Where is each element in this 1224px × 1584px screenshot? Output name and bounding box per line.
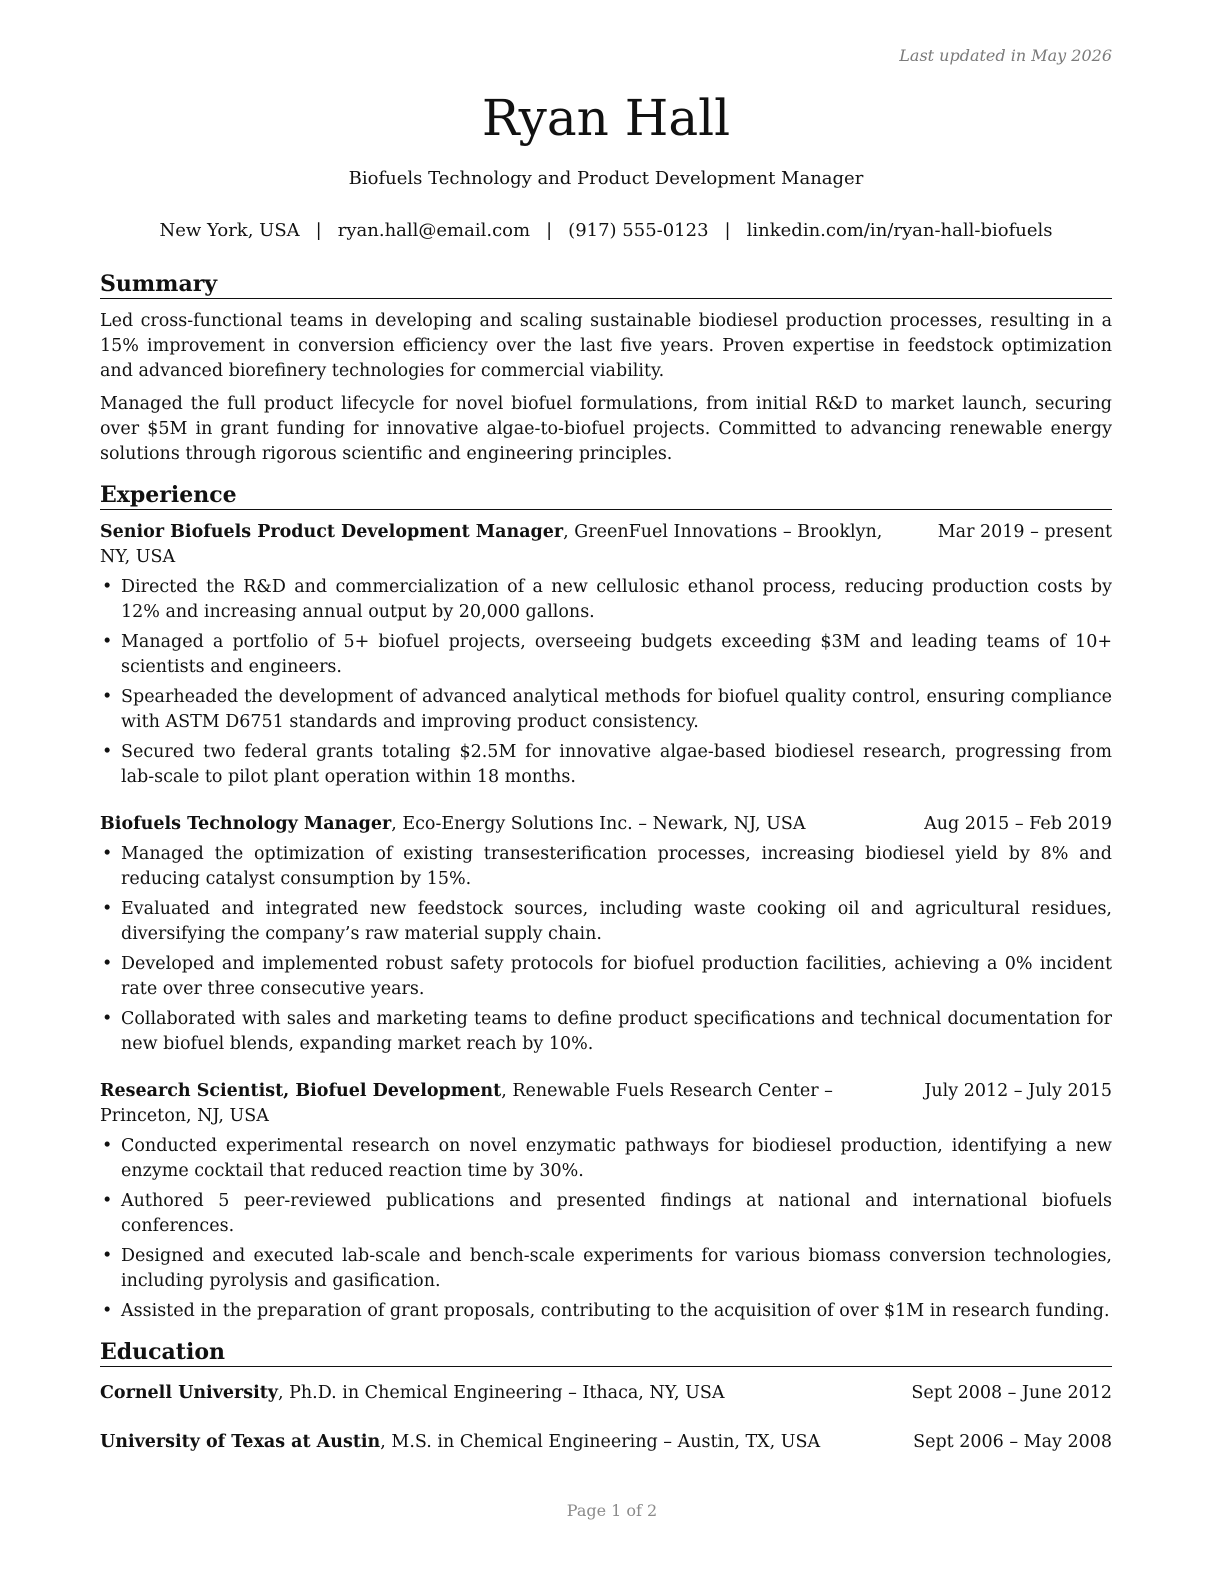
job-bullet: • Developed and implemented robust safety protocols for biofuel production facilities, achieving a 0% incident rate over three consecutive years. [100,952,1112,1002]
job-bullets [100,575,1112,790]
job-header [100,520,1112,570]
job-bullet: • Conducted experimental research on novel enzymatic pathways for biodiesel production, identifying a new enzyme cocktail that reduced reaction time by 30%. [100,1134,1112,1184]
job-bullet: • Assisted in the preparation of grant proposals, contributing to the acquisition of over $1M in research funding. [100,1299,1112,1324]
job-bullet: • Designed and executed lab-scale and bench-scale experiments for various biomass conversion technologies, including pyrolysis and gasification. [100,1244,1112,1294]
job-bullet: • Directed the R&D and commercialization of a new cellulosic ethanol process, reducing production costs by 12% and increasing annual output by 20,000 gallons. [100,575,1112,625]
education-heading: Education [100,1338,1112,1367]
job-entry [100,520,1112,790]
job-header [100,1079,1112,1129]
job-org: , Eco-Energy Solutions Inc. – Newark, NJ, USA [391,814,806,834]
contact-location: New York, USA [159,220,300,241]
job-bullets [100,1134,1112,1324]
job-org: , Renewable Fuels Research Center – Princeton, NJ, USA [100,1081,833,1126]
experience-heading: Experience [100,481,1112,510]
contact-separator: | [724,220,731,241]
education-school: University of Texas at Austin [100,1432,381,1452]
education-entry [100,1430,1112,1455]
job-bullet: • Managed a portfolio of 5+ biofuel projects, overseeing budgets exceeding $3M and leading teams of 10+ scientists and engineers. [100,630,1112,680]
job-bullet: • Managed the optimization of existing transesterification processes, increasing biodiesel yield by 8% and reducing catalyst consumption by 15%. [100,842,1112,892]
job-org: , GreenFuel Innovations – Brooklyn, NY, USA [100,522,883,567]
job-bullet: • Collaborated with sales and marketing teams to define product specifications and technical documentation for new biofuel blends, expanding market reach by 10%. [100,1007,1112,1057]
job-role: Research Scientist, Biofuel Development [100,1081,502,1101]
contact-line [100,219,1112,243]
contact-separator: | [546,220,553,241]
job-dates: Aug 2015 – Feb 2019 [924,814,1112,834]
candidate-title: Biofuels Technology and Product Development Manager [348,168,864,189]
last-updated: Last updated in May 2026 [899,46,1112,65]
job-bullet: • Evaluated and integrated new feedstock sources, including waste cooking oil and agricultural residues, diversifying the company’s raw material supply chain. [100,897,1112,947]
job-bullet: • Authored 5 peer-reviewed publications and presented findings at national and international biofuels conferences. [100,1189,1112,1239]
page-number: Page 1 of 2 [566,1501,658,1520]
contact-phone[interactable]: (917) 555-0123 [568,220,709,241]
education-degree: , Ph.D. in Chemical Engineering – Ithaca, NY, USA [277,1383,725,1403]
contact-linkedin[interactable]: linkedin.com/in/ryan-hall-biofuels [746,220,1053,241]
contact-separator: | [315,220,322,241]
job-entry [100,812,1112,1057]
job-header [100,812,1112,837]
job-role: Senior Biofuels Product Development Manager [100,522,564,542]
candidate-name: Ryan Hall [481,89,731,147]
education-degree: , M.S. in Chemical Engineering – Austin, TX, USA [380,1432,821,1452]
job-bullets [100,842,1112,1057]
education-entry [100,1381,1112,1406]
summary-heading: Summary [100,270,1112,299]
contact-email[interactable]: ryan.hall@email.com [337,220,531,241]
education-school: Cornell University [100,1383,278,1403]
job-dates: July 2012 – July 2015 [924,1081,1112,1101]
job-entry [100,1079,1112,1324]
education-dates: Sept 2008 – June 2012 [911,1383,1112,1403]
summary-paragraph: Managed the full product lifecycle for novel biofuel formulations, from initial R&D to market launch, securing over $5M in grant funding for innovative algae-to-biofuel projects. Committed to advancing renewable energy solutions through rigorous scientific and engineering principles. [100,394,1112,464]
job-bullet: • Secured two federal grants totaling $2.5M for innovative algae-based biodiesel research, progressing from lab-scale to pilot plant operation within 18 months. [100,740,1112,790]
job-dates: Mar 2019 – present [937,522,1112,542]
resume-content [100,270,1112,1479]
summary-paragraph: Led cross-functional teams in developing and scaling sustainable biodiesel production processes, resulting in a 15% improvement in conversion efficiency over the last five years. Proven expertise in feedstock optimization and advanced biorefinery technologies for commercial viability. [100,311,1112,381]
education-dates: Sept 2006 – May 2008 [913,1432,1112,1452]
job-bullet: • Spearheaded the development of advanced analytical methods for biofuel quality control, ensuring compliance with ASTM D6751 standards and improving product consistency. [100,685,1112,735]
job-role: Biofuels Technology Manager [100,814,392,834]
